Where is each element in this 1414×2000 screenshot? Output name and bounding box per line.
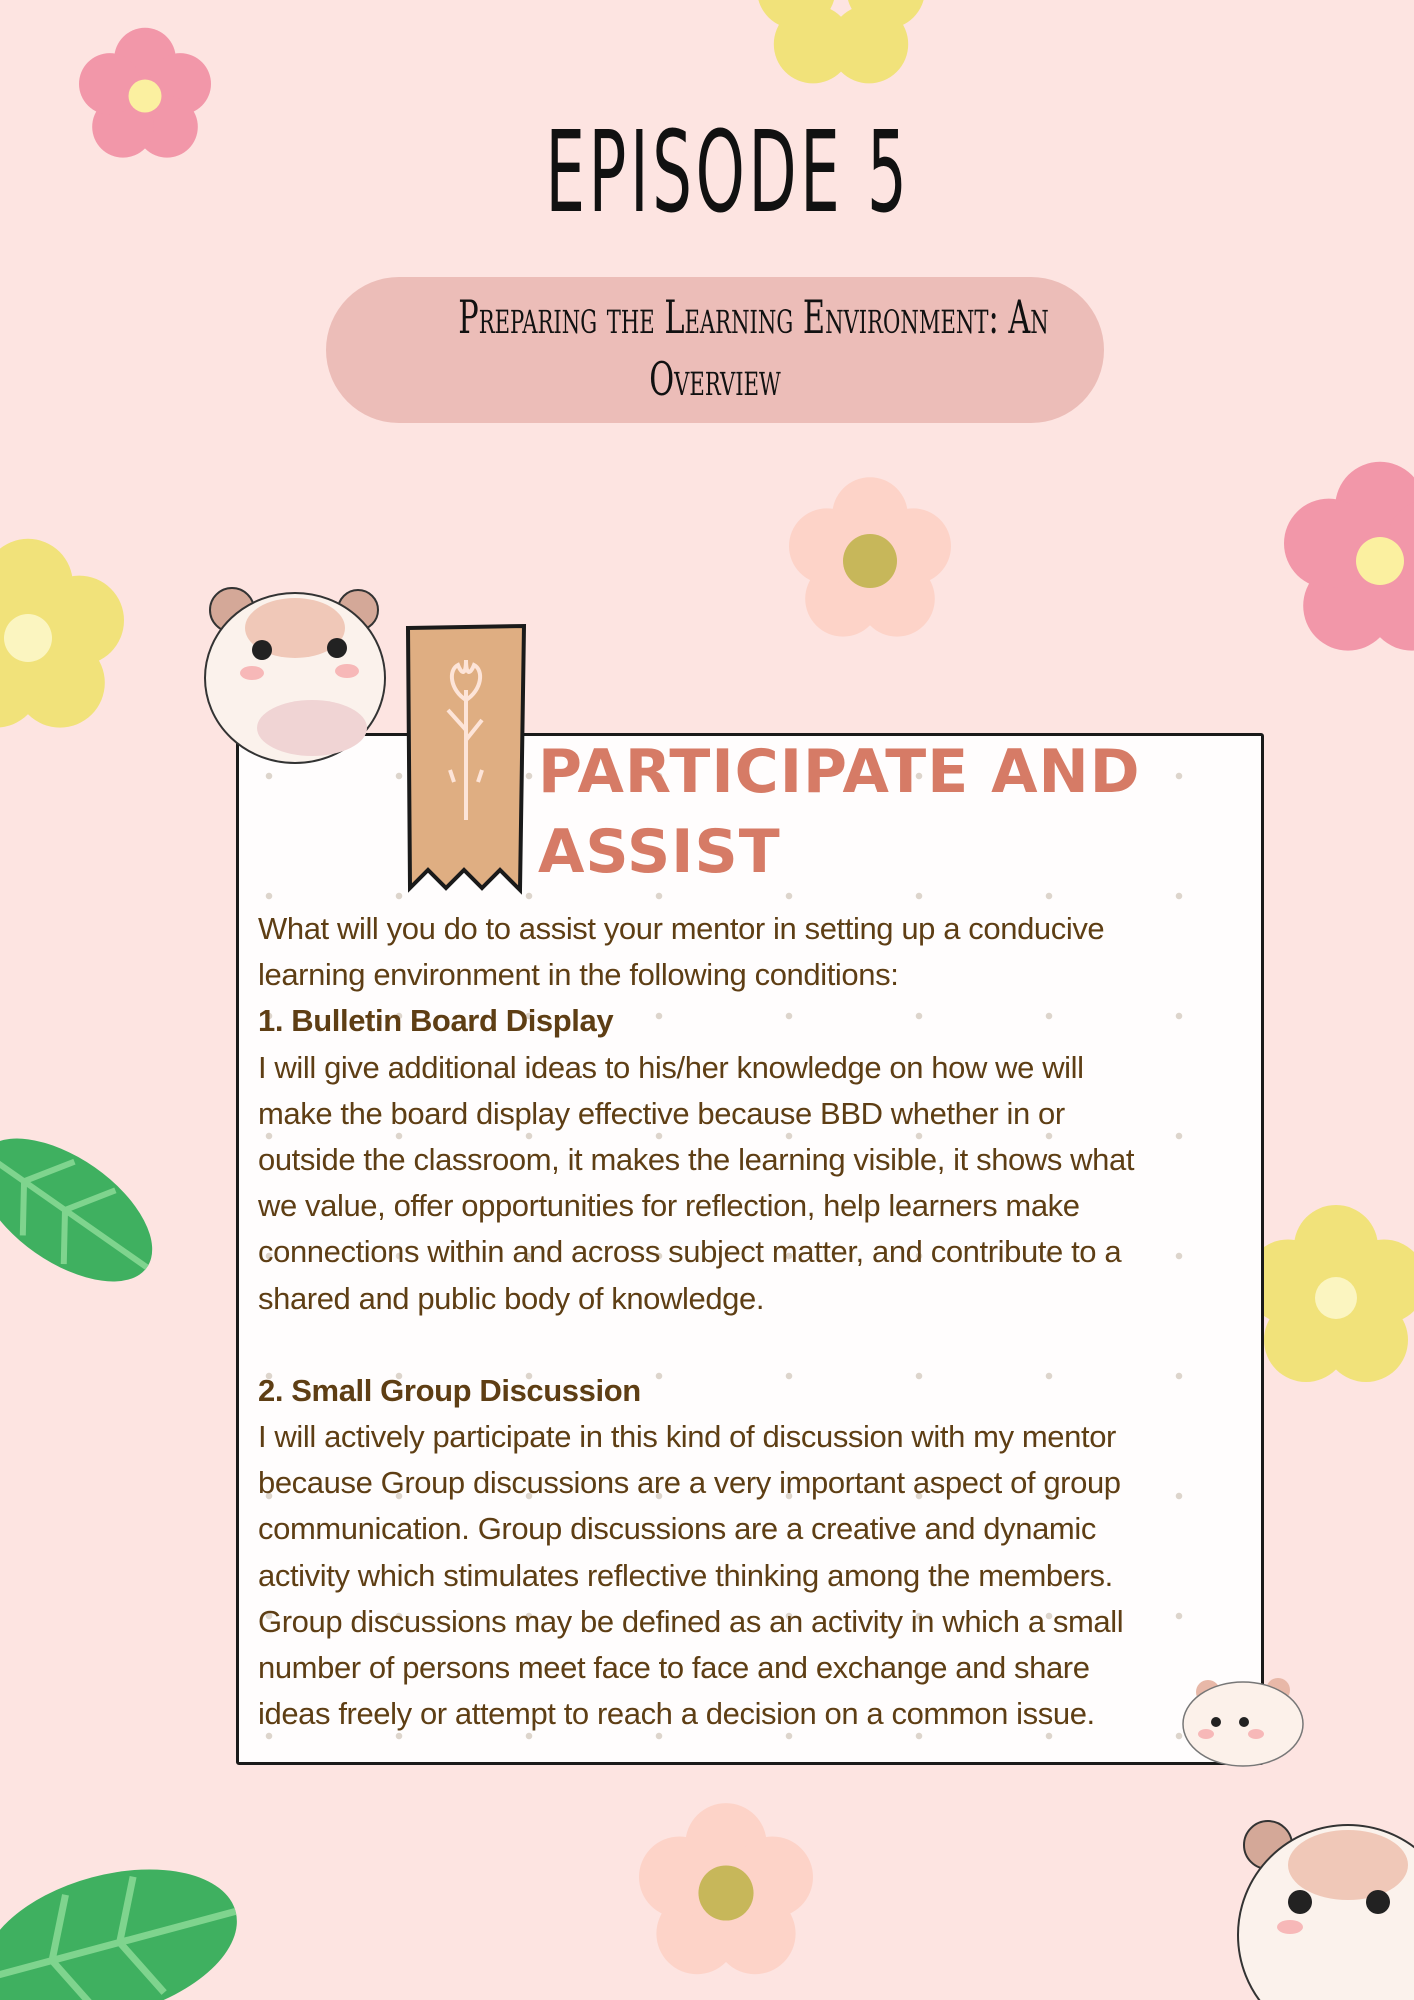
body-line: ideas freely or attempt to reach a decision on a common issue. (258, 1696, 1095, 1732)
section-title: 1. Bulletin Board Display (258, 1003, 614, 1039)
body-line: activity which stimulates reflective thinking among the members. (258, 1557, 1113, 1593)
spacer (258, 1322, 1134, 1368)
body-line: we value, offer opportunities for reflection, help learners make (258, 1188, 1080, 1224)
hamster-icon (1178, 1664, 1308, 1768)
flower-icon (0, 539, 124, 728)
heading-line: PARTICIPATE AND (538, 737, 1141, 807)
body-line: Group discussions may be defined as an activity in which a small (258, 1603, 1124, 1639)
heading-line: ASSIST (538, 817, 781, 887)
flower-icon (639, 1803, 813, 1974)
body-line: I will actively participate in this kind of discussion with my mentor (258, 1419, 1116, 1455)
body-line: make the board display effective because BBD whether in or (258, 1095, 1065, 1131)
body-line: outside the classroom, it makes the learning visible, it shows what (258, 1142, 1135, 1178)
flower-icon (79, 28, 211, 158)
section-heading (538, 732, 1141, 892)
bookmark-icon (400, 620, 532, 900)
flower-icon (1284, 462, 1414, 651)
body-line: number of persons meet face to face and exchange and share (258, 1650, 1090, 1686)
card-body (258, 906, 1134, 1737)
body-line: connections within and across subject matter, and contribute to a (258, 1234, 1122, 1270)
subtitle-line: Preparing the Learning Environment: An (458, 290, 1049, 344)
body-line: communication. Group discussions are a creative and dynamic (258, 1511, 1096, 1547)
subtitle (326, 286, 1104, 410)
flower-icon (789, 477, 951, 636)
subtitle-line: Overview (649, 352, 781, 406)
body-line: shared and public body of knowledge. (258, 1280, 765, 1316)
flower-icon (757, 0, 925, 83)
intro-line: learning environment in the following conditions: (258, 957, 899, 993)
body-line: I will give additional ideas to his/her knowledge on how we will (258, 1049, 1084, 1085)
leaf-icon (0, 1844, 254, 2000)
hamster-icon (192, 568, 402, 778)
leaf-icon (0, 1110, 177, 1310)
hamster-icon (1228, 1805, 1414, 2000)
section-title: 2. Small Group Discussion (258, 1372, 641, 1408)
page-title: EPISODE 5 (545, 108, 911, 238)
body-line: because Group discussions are a very important aspect of group (258, 1465, 1121, 1501)
intro-line: What will you do to assist your mentor in setting up a conducive (258, 911, 1105, 946)
flower-icon (1246, 1205, 1414, 1382)
